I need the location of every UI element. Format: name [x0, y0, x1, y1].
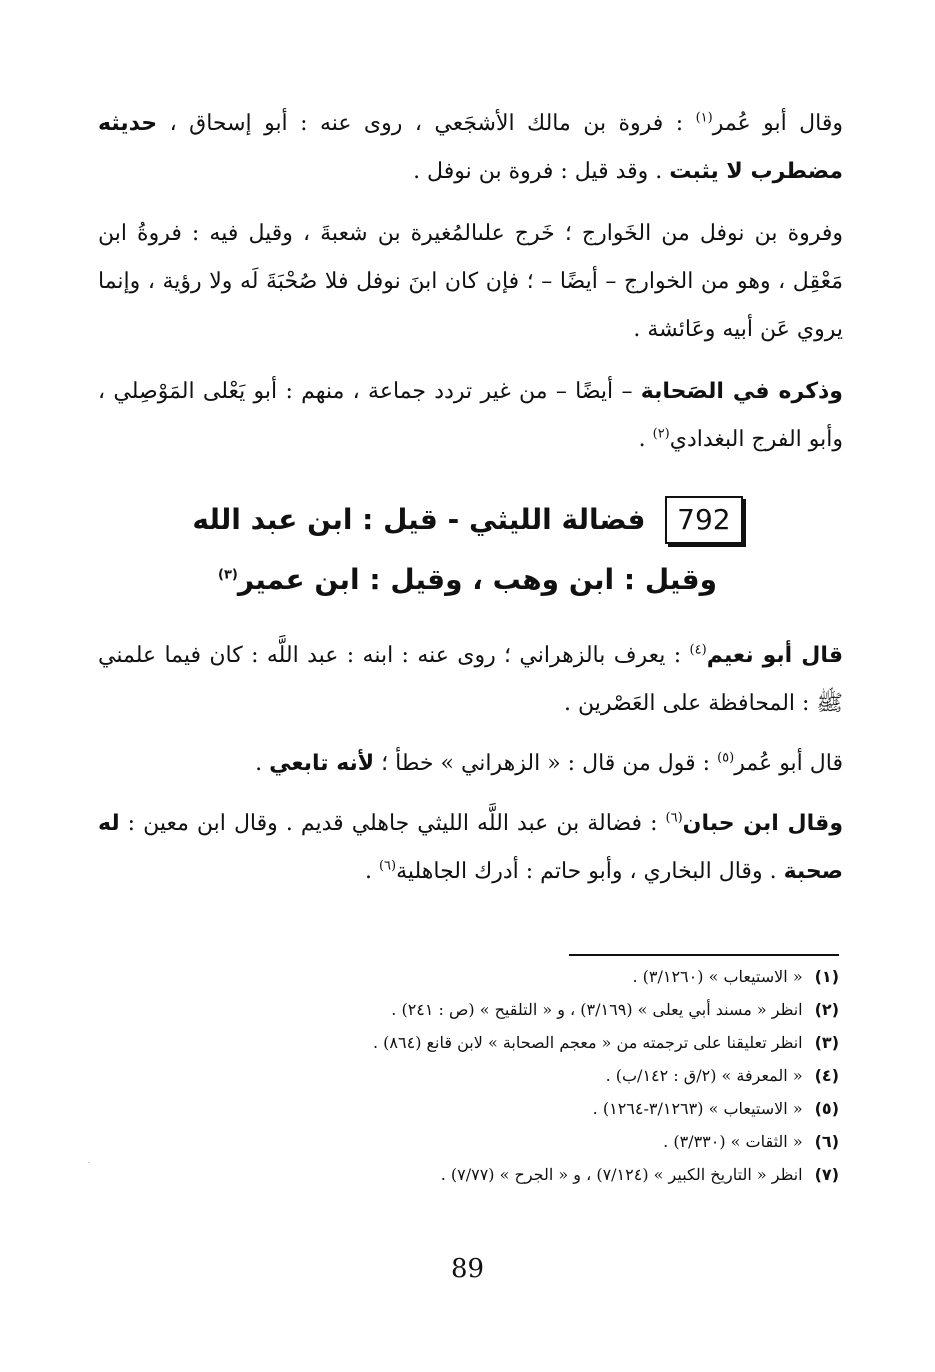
entry-number-box: 792	[665, 496, 742, 544]
para5-lead: قال أبو عُمر	[734, 751, 843, 776]
paragraph-3	[98, 368, 843, 464]
footnote-5	[94, 1092, 839, 1125]
para1-tail: . وقد قيل : فروة بن نوفل .	[413, 159, 670, 184]
footnote-3	[94, 1026, 839, 1059]
footnote-number: (٥)	[814, 1099, 839, 1118]
footnote-ref-5[interactable]: (٥)	[717, 750, 735, 766]
footnote-number: (٤)	[814, 1066, 839, 1085]
footnote-4	[94, 1059, 839, 1092]
footnote-ref-3[interactable]: (٣)	[217, 567, 238, 583]
footnote-number: (٢)	[814, 1000, 839, 1019]
footnote-ref-1[interactable]: (١)	[695, 110, 713, 126]
footnote-text: « الثقات » (٣/٣٣٠) .	[663, 1132, 803, 1151]
footnote-text: « المعرفة » (٢/ق : ١٤٢/ب) .	[605, 1066, 803, 1085]
footnote-text: انظر « مسند أبي يعلى » (٣/١٦٩) ، و « التلقيح » (ص : ٢٤١) .	[391, 1000, 803, 1019]
para4-text: : يعرف بالزهراني ؛ روى عنه : ابنه : عبد اللَّه : كان فيما علمني ﷺ : المحافظة على العَصْرين .	[98, 643, 843, 716]
footnote-text: « الاستيعاب » (٣/١٢٦٠) .	[632, 967, 803, 986]
paragraph-6	[98, 800, 843, 896]
para4-bold: قال أبو نعيم	[706, 643, 843, 668]
para2-text: وفروة بن نوفل من الخَوارج ؛ خَرج علىالمُغيرة بن شعبةَ ، وقيل فيه : فروةُ ابن مَعْقِل ، وهو من الخوارج – أيضًا – ؛ فإن كان ابنَ نوفل فلا صُحْبَةَ لَه ولا رؤية ، وإنما يروي عَن أبيه وعَائشة .	[98, 221, 843, 342]
footnote-text: انظر تعليقنا على ترجمته من « معجم الصحابة » لابن قانع (٨٦٤) .	[372, 1033, 803, 1052]
footnote-number: (١)	[814, 967, 839, 986]
entry-alt-names: وقيل : ابن وهب ، وقيل : ابن عمير	[237, 563, 717, 596]
para6-bold2: له صحبة	[98, 811, 843, 884]
separator-line	[569, 954, 839, 956]
footnote-6	[94, 1125, 839, 1158]
para5-bold: لأنه تابعي	[269, 751, 375, 776]
entry-title: فضالة الليثي - قيل : ابن عبد الله	[192, 503, 646, 536]
scan-speck: ·	[88, 1160, 90, 1167]
footnote-ref-6b[interactable]: (٦)	[378, 858, 397, 874]
para3-text: – أيضًا – من غير تردد جماعة ، منهم : أبو يَعْلى المَوْصِلي ، وأبو الفرج البغدادي	[98, 379, 843, 452]
para6-bold: وقال ابن حبان	[682, 811, 843, 836]
footnote-number: (٣)	[814, 1033, 839, 1052]
footnote-text: انظر « التاريخ الكبير » (٧/١٢٤) ، و « الجرح » (٧/٧٧) .	[440, 1165, 803, 1184]
entry-heading-line2	[0, 560, 935, 600]
footnote-number: (٧)	[814, 1165, 839, 1184]
paragraph-4	[98, 632, 843, 728]
para5-text: : قول من قال : « الزهراني » خطأ ؛	[374, 751, 718, 776]
para6-text: : فضالة بن عبد اللَّه الليثي جاهلي قديم . وقال ابن معين :	[119, 811, 666, 836]
para1-bold: حديثه مضطرب لا يثبت	[98, 111, 843, 184]
paragraph-2	[98, 210, 843, 354]
footnote-1	[94, 960, 839, 993]
footnote-text: « الاستيعاب » (٣/١٢٦٣-١٢٦٤) .	[592, 1099, 803, 1118]
para3-end: .	[638, 427, 653, 452]
footnote-number: (٦)	[814, 1132, 839, 1151]
para6-text2: . وقال البخاري ، وأبو حاتم : أدرك الجاهلية	[396, 859, 784, 884]
page-number: 89	[450, 1254, 485, 1284]
footnote-ref-6[interactable]: (٦)	[665, 810, 683, 826]
para1-lead: وقال أبو عُمر	[712, 111, 843, 136]
para6-end: .	[364, 859, 379, 884]
footnote-ref-4[interactable]: (٤)	[689, 642, 707, 658]
footnote-7	[94, 1158, 839, 1191]
para1-text: : فروة بن مالك الأشجَعي ، روى عنه : أبو إسحاق ،	[169, 111, 696, 136]
entry-heading-line1	[0, 496, 935, 544]
footnote-2	[94, 993, 839, 1026]
paragraph-5	[98, 740, 843, 788]
footnote-ref-2[interactable]: (٢)	[652, 426, 670, 442]
paragraph-1	[98, 100, 843, 196]
para5-end: .	[255, 751, 270, 776]
para3-bold: وذكره في الصَحابة	[640, 379, 843, 404]
